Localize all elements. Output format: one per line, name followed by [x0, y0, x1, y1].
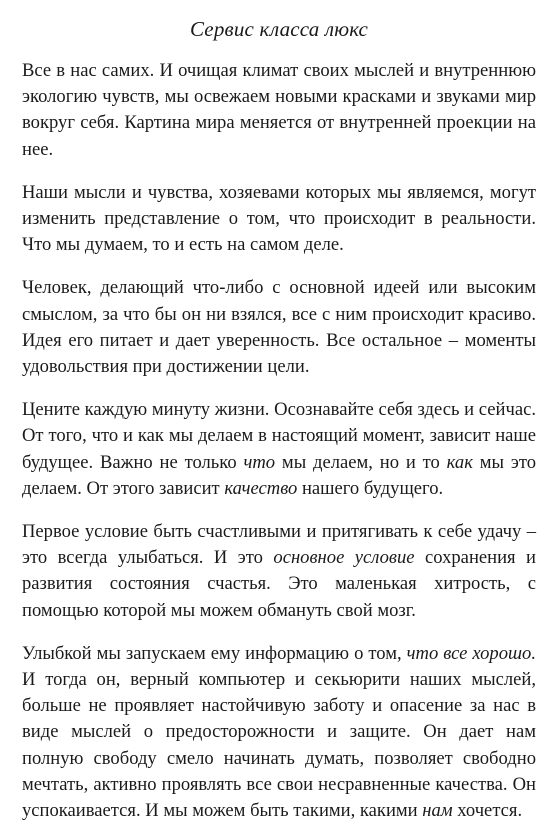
- text-run: Первое условие быть счастливыми и притягивать к себе удачу – это всегда улыбаться. И это: [22, 521, 536, 569]
- text-run: нашего будущего.: [297, 477, 444, 499]
- italic-run: качество: [224, 477, 298, 499]
- italic-run: что: [243, 451, 276, 473]
- paragraph-3: [22, 275, 536, 380]
- paragraph-1: [22, 58, 536, 163]
- paragraph-2: [22, 180, 536, 259]
- italic-run: что все хорошо.: [406, 642, 537, 664]
- italic-run: как: [446, 451, 473, 473]
- text-run: мы это делаем. От этого зависит: [22, 451, 536, 499]
- text-run: Цените каждую минуту жизни. Осознавайте себя здесь и сейчас. От того, что и как мы делаем в настоящий момент, зависит наше будущее. Важно не только: [22, 399, 536, 473]
- text-run: мы делаем, но и то: [275, 451, 447, 473]
- text-run: сохранения и развития состояния счастья. Это маленькая хитрость, с помощью которой мы можем обмануть свой мозг.: [22, 547, 537, 621]
- italic-run: нам: [422, 800, 453, 822]
- running-header: Сервис класса люкс: [189, 17, 369, 41]
- paragraph-6: [22, 641, 536, 824]
- paragraph-5: [22, 519, 536, 624]
- text-run: И тогда он, верный компьютер и секьюрити наших мыслей, больше не проявляет настойчивую заботу и опасение за нас в виде мыслей о предосторожности и защите. Он дает нам полную свободу смело начинать думать, позволяет свободно мечтать, активно проявлять все свои несравненные качества. Он успокаивается. И мы можем быть такими, какими: [22, 669, 536, 822]
- text-run: Человек, делающий что-либо с основной идеей или высоким смыслом, за что бы он ни взялся, все с ним происходит красиво. Идея его питает и дает уверенность. Все остальное – моменты удовольствия при достижении цели.: [22, 277, 536, 378]
- italic-run: основное условие: [273, 547, 415, 569]
- text-run: Улыбкой мы запускаем ему информацию о том,: [22, 642, 407, 664]
- paragraph-4: [22, 397, 536, 502]
- text-run: Все в нас самих. И очищая климат своих мыслей и внутреннюю экологию чувств, мы освежаем новыми красками и звуками мир вокруг себя. Картина мира меняется от внутренней проекции на нее.: [22, 60, 536, 160]
- text-run: Наши мысли и чувства, хозяевами которых мы являемся, могут изменить представление о том, что происходит в реальности. Что мы думаем, то и есть на самом деле.: [22, 181, 536, 256]
- text-run: хочется.: [452, 800, 523, 822]
